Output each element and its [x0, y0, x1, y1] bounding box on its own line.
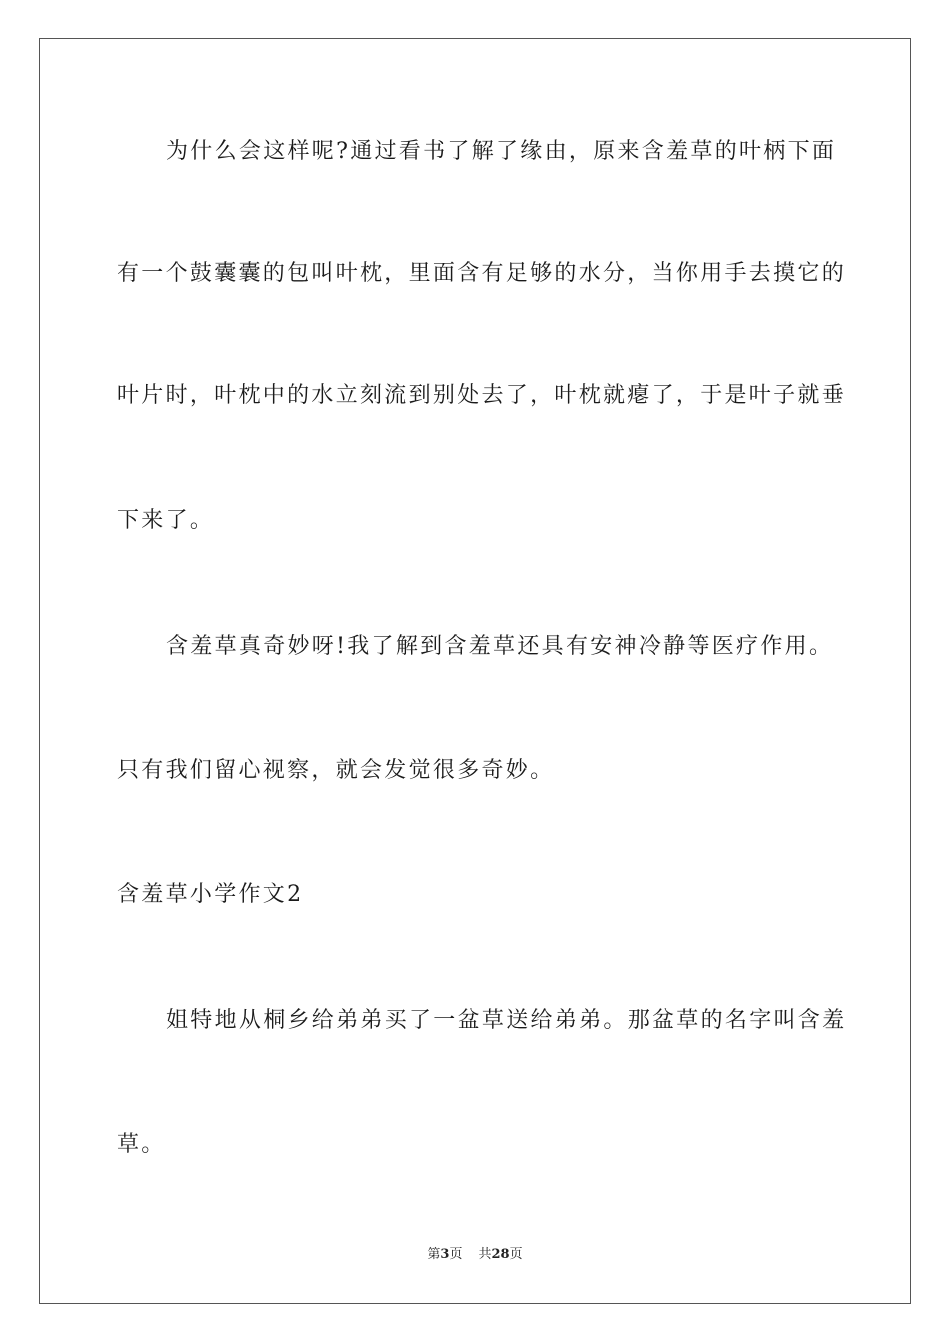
footer-total-prefix: 共 [478, 1247, 492, 1262]
paragraph-line-3: 叶片时，叶枕中的水立刻流到别处去了，叶枕就瘪了，于是叶子就垂 [117, 383, 847, 408]
page-frame [39, 38, 911, 1304]
paragraph-line-1: 为什么会这样呢?通过看书了解了缘由，原来含羞草的叶柄下面 [166, 139, 837, 164]
footer-page-prefix: 第 [427, 1247, 441, 1262]
footer-total-number: 28 [491, 1247, 510, 1262]
footer-page-suffix: 页 [449, 1247, 463, 1262]
footer-total-suffix: 页 [509, 1247, 523, 1262]
section-heading: 含羞草小学作文2 [117, 882, 304, 907]
paragraph-line-5: 含羞草真奇妙呀!我了解到含羞草还具有安神冷静等医疗作用。 [166, 634, 834, 659]
paragraph-line-6: 只有我们留心视察，就会发觉很多奇妙。 [117, 758, 555, 783]
page-footer [0, 1246, 950, 1264]
footer-page-number: 3 [440, 1247, 450, 1262]
paragraph-line-2: 有一个鼓囊囊的包叫叶枕，里面含有足够的水分，当你用手去摸它的 [117, 261, 847, 286]
paragraph-line-7: 姐特地从桐乡给弟弟买了一盆草送给弟弟。那盆草的名字叫含羞 [166, 1008, 847, 1033]
paragraph-line-8: 草。 [117, 1132, 166, 1157]
paragraph-line-4: 下来了。 [117, 508, 215, 533]
